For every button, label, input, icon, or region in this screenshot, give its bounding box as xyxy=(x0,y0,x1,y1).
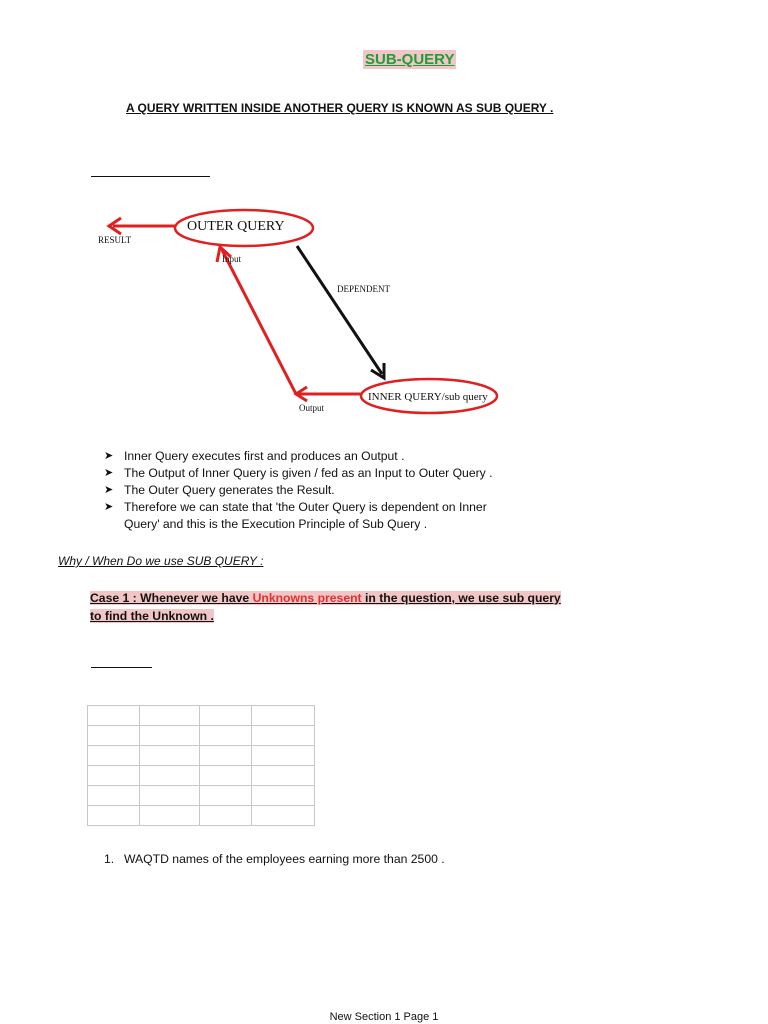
arrow-bullet-icon: ➤ xyxy=(104,450,114,462)
why-heading: Why / When Do we use SUB QUERY : xyxy=(58,554,264,568)
case-underlined: e use sub query xyxy=(467,591,561,605)
blank-heading-rule xyxy=(91,667,152,668)
execution-principle-list xyxy=(104,448,524,533)
blank-heading-rule xyxy=(91,176,210,177)
bullet-item xyxy=(104,499,524,533)
bullet-item xyxy=(104,448,524,465)
question-text: WAQTD names of the employees earning more than 2500 . xyxy=(124,852,445,866)
bullet-text: Inner Query executes first and produces an Output . xyxy=(124,449,405,463)
bullet-text: Therefore we can state that 'the Outer Query is dependent on Inner Query' and this is the Execution Principle of Sub Query . xyxy=(124,500,487,531)
subquery-flow-diagram xyxy=(88,196,508,426)
case-middle: in the question, w xyxy=(361,591,468,605)
empty-table xyxy=(87,705,315,826)
bullet-text: The Output of Inner Query is given / fed as an Input to Outer Query . xyxy=(124,466,493,480)
unknowns-highlight: Unknowns present xyxy=(252,591,362,605)
subquery-definition: A QUERY WRITTEN INSIDE ANOTHER QUERY IS KNOWN AS SUB QUERY . xyxy=(126,101,554,115)
table-row xyxy=(88,766,315,786)
arrow-bullet-icon: ➤ xyxy=(104,467,114,479)
question-1 xyxy=(104,852,445,866)
page-footer: New Section 1 Page 1 xyxy=(329,1011,439,1023)
output-label: Output xyxy=(299,403,325,413)
arrow-bullet-icon: ➤ xyxy=(104,484,114,496)
result-label: RESULT xyxy=(98,235,132,245)
table-row xyxy=(88,746,315,766)
bullet-item xyxy=(104,482,524,499)
inner-query-label: INNER QUERY/sub query xyxy=(368,391,488,403)
page-title: SUB-QUERY xyxy=(365,51,455,68)
case-1-statement xyxy=(90,589,561,625)
bullet-text: The Outer Query generates the Result. xyxy=(124,483,335,497)
table-row xyxy=(88,706,315,726)
input-label: Input xyxy=(222,254,241,264)
question-number: 1. xyxy=(104,852,115,866)
arrow-bullet-icon: ➤ xyxy=(104,501,114,513)
case-prefix: Case 1 : Whenever we have xyxy=(90,591,253,605)
table-row xyxy=(88,806,315,826)
outer-query-label: OUTER QUERY xyxy=(187,219,285,234)
dependent-label: DEPENDENT xyxy=(337,284,390,294)
table-row xyxy=(88,726,315,746)
case-line-2: to find the Unknown . xyxy=(90,609,214,623)
bullet-item xyxy=(104,465,524,482)
table-row xyxy=(88,786,315,806)
